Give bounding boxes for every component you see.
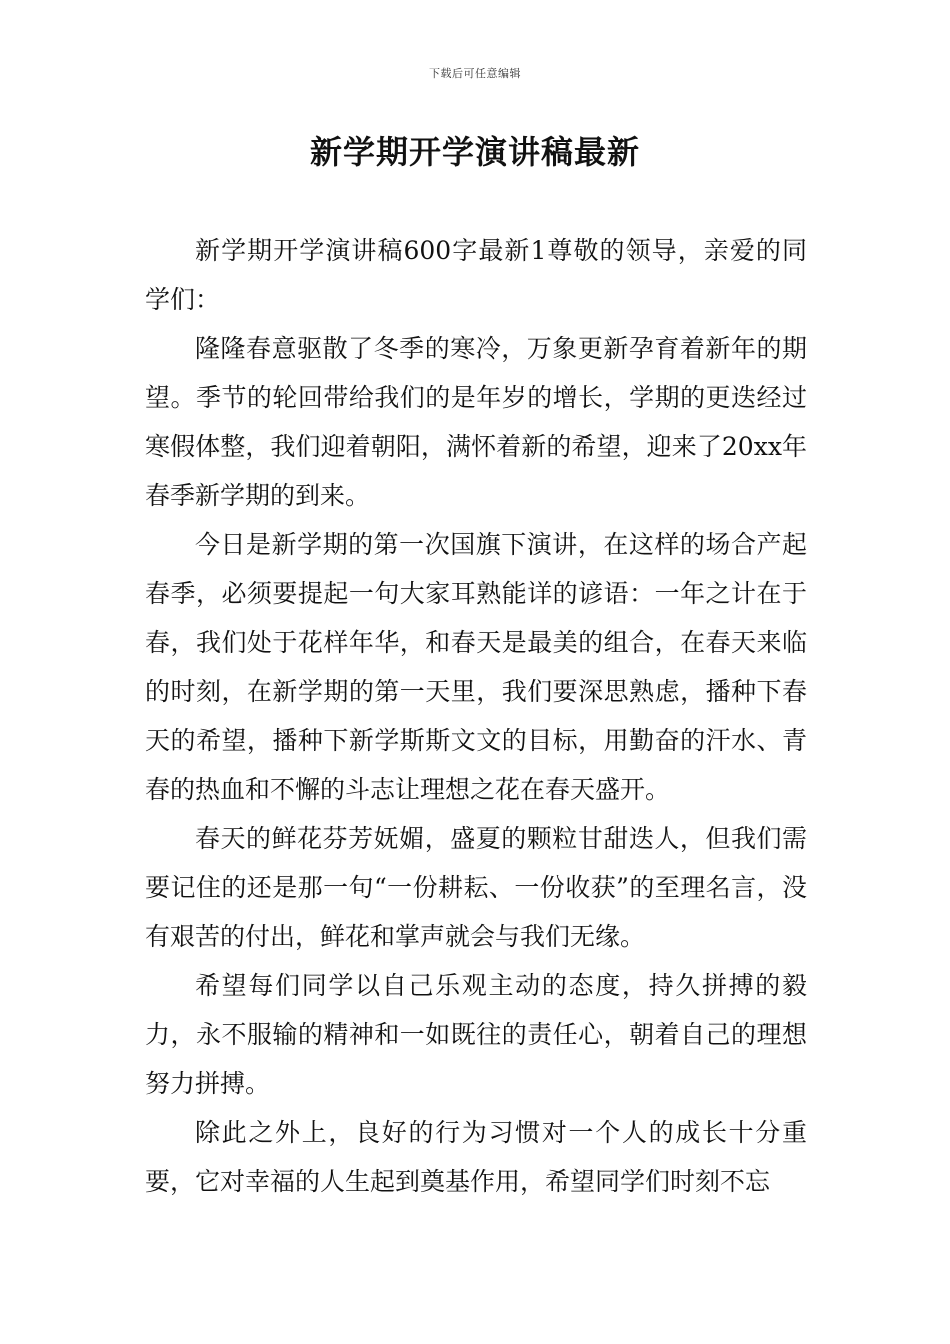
paragraph-spring-intro: 隆隆春意驱散了冬季的寒冷，万象更新孕育着新年的期望。季节的轮回带给我们的是年岁的增长，学期的更迭经过寒假体整，我们迎着朝阳，满怀着新的希望，迎来了20xx年春季新学期的到来。 [145, 334, 807, 510]
document-title: 新学期开学演讲稿最新 [309, 133, 640, 171]
paragraph-greeting: 新学期开学演讲稿600字最新1尊敬的领导，亲爱的同学们： [145, 236, 807, 314]
header-note: 下载后可任意编辑 [429, 67, 521, 80]
document-body [145, 226, 807, 1206]
paragraph-hope: 希望每们同学以自己乐观主动的态度，持久拼搏的毅力，永不服输的精神和一如既往的责任心，朝着自己的理想努力拼搏。 [145, 971, 807, 1098]
paragraph-habits: 除此之外上，良好的行为习惯对一个人的成长十分重要，它对幸福的人生起到奠基作用，希望同学们时刻不忘 [145, 1118, 807, 1196]
paragraph-effort: 春天的鲜花芬芳妩媚，盛夏的颗粒甘甜迭人，但我们需要记住的还是那一句“一份耕耘、一份收获”的至理名言，没有艰苦的付出，鲜花和掌声就会与我们无缘。 [145, 824, 807, 951]
paragraph-flag-speech: 今日是新学期的第一次国旗下演讲，在这样的场合产起春季，必须要提起一句大家耳熟能详的谚语：一年之计在于春，我们处于花样年华，和春天是最美的组合，在春天来临的时刻，在新学期的第一天里，我们要深思熟虑，播种下春天的希望，播种下新学斯斯文文的目标，用勤奋的汗水、青春的热血和不懈的斗志让理想之花在春天盛开。 [145, 530, 807, 804]
